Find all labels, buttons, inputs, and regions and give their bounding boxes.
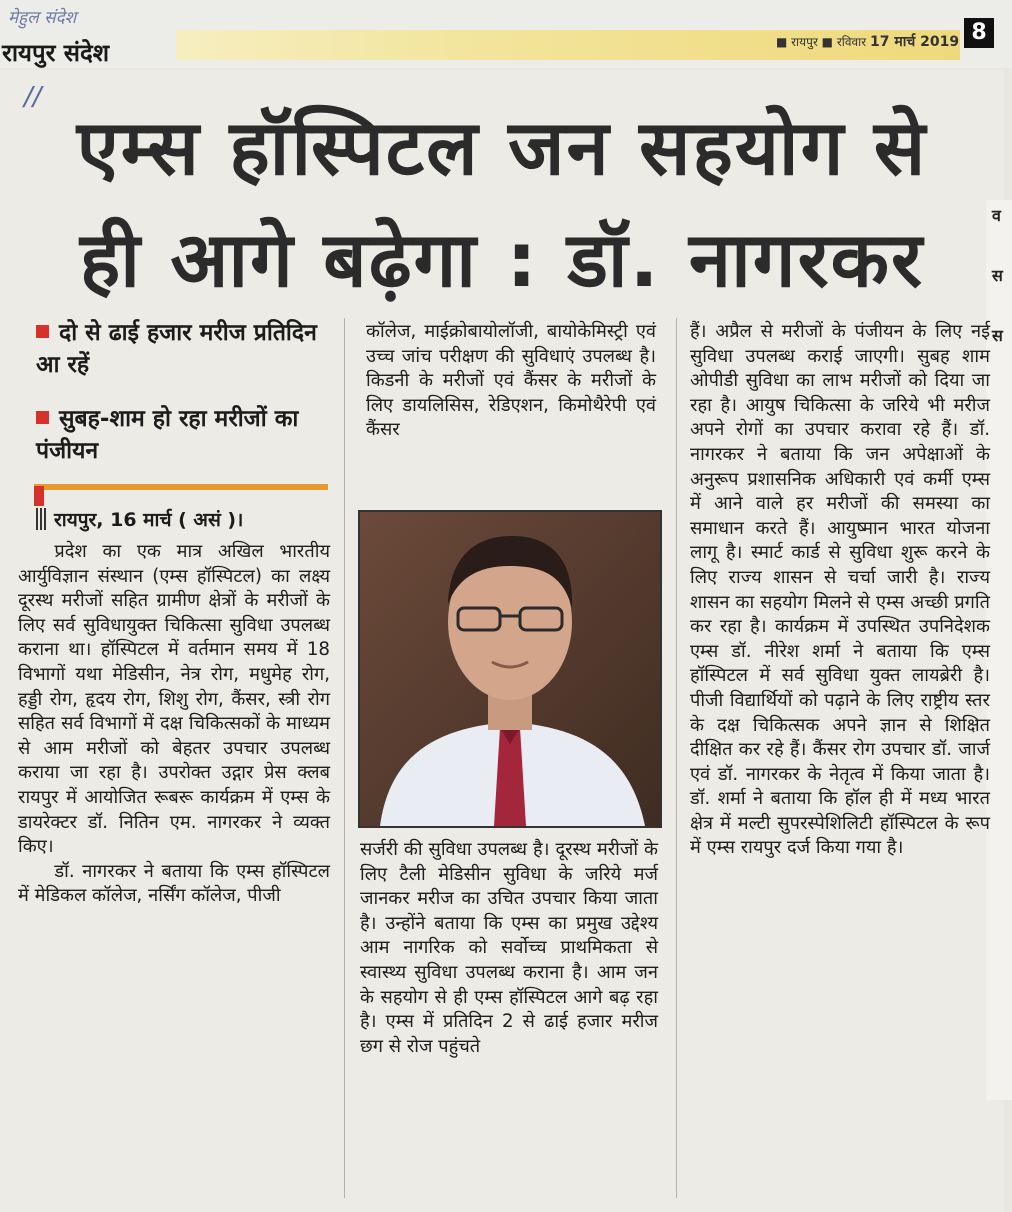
paragraph: हैं। अप्रैल से मरीजों के पंजीयन के लिए नई सुविधा उपलब्ध कराई जाएगी। सुबह शाम ओपीडी सुविधा का लाभ मरीजों को दिया जा रहा है। आयुष चिकित्सा के जरिये भी मरीज अपने रोगों का उपचार करावा रहे हैं। डॉ. नागरकर ने बताया कि जन अपेक्षाओं के अनुरूप प्रशासनिक अधिकारी एवं कर्मी एम्स में आने वाले हर मरीजों की समस्या का समाधान करते हैं। आयुष्मान भारत योजना लागू है। स्मार्ट कार्ड से सुविधा शुरू करने के लिए राज्य शासन से चर्चा जारी है। राज्य शासन का सहयोग मिलने से एम्स अच्छी प्रगति कर रहा है। कार्यक्रम में उपस्थित उपनिदेशक एम्स डॉ. नीरेश शर्मा ने बताया कि एम्स हॉस्पिटल में सर्व सुविधा युक्त लायब्रेरी है। पीजी विद्यार्थियों को पढ़ाने के लिए राष्ट्रीय स्तर के दक्ष चिकित्सक अपने ज्ञान से शिक्षित दीक्षित कर रहे हैं। कैंसर रोग उपचार डॉ. जार्ज एवं डॉ. नागरकर के नेतृत्व में किया जाता है। डॉ. शर्मा ने बताया कि हॉल ही में मध्य भारत क्षेत्र में मल्टी सुपरस्पेशिलिटी हॉस्पिटल के रूप में एम्स रायपुर दर्ज किया गया है। [690, 321, 990, 859]
subhead-1 [36, 318, 336, 381]
paragraph: सर्जरी की सुविधा उपलब्ध है। दूरस्थ मरीजों के लिए टैली मेडिसीन सुविधा के जरिये मर्ज जानकर मरीज का उचित उपचार किया जाता है। उन्होंने बताया कि एम्स का प्रमुख उद्देश्य आम नागरिक को सर्वोच्च प्राथमिकता से स्वास्थ्य सुविधा उपलब्ध कराना है। आम जन के सहयोग से ही एम्स हॉस्पिटल आगे बढ़ रहा है। एम्स में प्रतिदिन 2 से ढाई हजार मरीज छग से रोज पहुंचते [360, 839, 658, 1057]
issue-date-value: 17 मार्च 2019 [870, 34, 960, 50]
article-column-2-top [366, 320, 656, 443]
issue-date-prefix: ■ रायपुर ■ रविवार [776, 35, 867, 49]
small-logo: मेहुल संदेश [8, 8, 77, 28]
column-divider [676, 318, 677, 1198]
headline-line-1: एम्स हॉस्पिटल जन सहयोग से [76, 103, 928, 192]
headline-line-2: ही आगे बढ़ेगा : डॉ. नागरकर [79, 215, 925, 304]
dateline-mark-icon [36, 508, 48, 530]
portrait-illustration [360, 512, 660, 826]
section-rule-accent [34, 486, 44, 506]
page-number: 8 [964, 18, 994, 48]
article-column-3 [690, 320, 990, 861]
edge-fragment: स [992, 266, 1003, 285]
issue-date [776, 32, 959, 51]
paragraph: प्रदेश का एक मात्र अखिल भारतीय आर्युविज्ञान संस्थान (एम्स हॉस्पिटल) का लक्ष्य दूरस्थ मरीजों सहित ग्रामीण क्षेत्रों के मरीजों के लिए सर्व सुविधायुक्त चिकित्सा सुविधा उपलब्ध कराना था। हॉस्पिटल में वर्तमान समय में 18 विभागों यथा मेडिसीन, नेत्र रोग, मधुमेह रोग, हड्डी रोग, हृदय रोग, शिशु रोग, कैंसर, स्त्री रोग सहित सर्व विभागों में दक्ष चिकित्सकों के माध्यम से आम मरीजों को बेहतर उपचार उपलब्ध कराया जा रहा है। उपरोक्त उद्गार प्रेस क्लब रायपुर में आयोजित रूबरू कार्यक्रम में एम्स के डायरेक्टर डॉ. नितिन एम. नागरकर ने व्यक्त किए। [18, 541, 330, 858]
newspaper-name: रायपुर संदेश [2, 39, 110, 67]
edge-fragment: व [992, 206, 1001, 225]
dateline-text: रायपुर, 16 मार्च ( असं )। [54, 509, 244, 531]
red-square-bullet-icon [36, 325, 49, 338]
article-column-2-bottom [360, 838, 658, 1059]
pen-mark: // [24, 82, 42, 112]
article-column-1 [18, 540, 330, 909]
section-rule [34, 484, 328, 490]
paragraph: डॉ. नागरकर ने बताया कि एम्स हॉस्पिटल में मेडिकल कॉलेज, नर्सिंग कॉलेज, पीजी [18, 860, 330, 907]
dateline [36, 506, 243, 532]
subhead-text: सुबह-शाम हो रहा मरीजों का पंजीयन [36, 406, 299, 464]
red-square-bullet-icon [36, 411, 49, 424]
edge-fragment: स [992, 326, 1003, 345]
paragraph: कॉलेज, माईक्रोबायोलॉजी, बायोकेमिस्ट्री एवं उच्च जांच परीक्षण की सुविधाएं उपलब्ध है। किडनी के मरीजों एवं कैंसर के मरीजों के लिए डायलिसिस, रेडिएशन, किमोथैरेपी एवं कैंसर [366, 321, 656, 441]
subhead-text: दो से ढाई हजार मरीज प्रतिदिन आ रहें [36, 320, 317, 378]
portrait-photo [358, 510, 662, 828]
subhead-2 [36, 404, 336, 467]
column-divider [344, 318, 345, 1198]
